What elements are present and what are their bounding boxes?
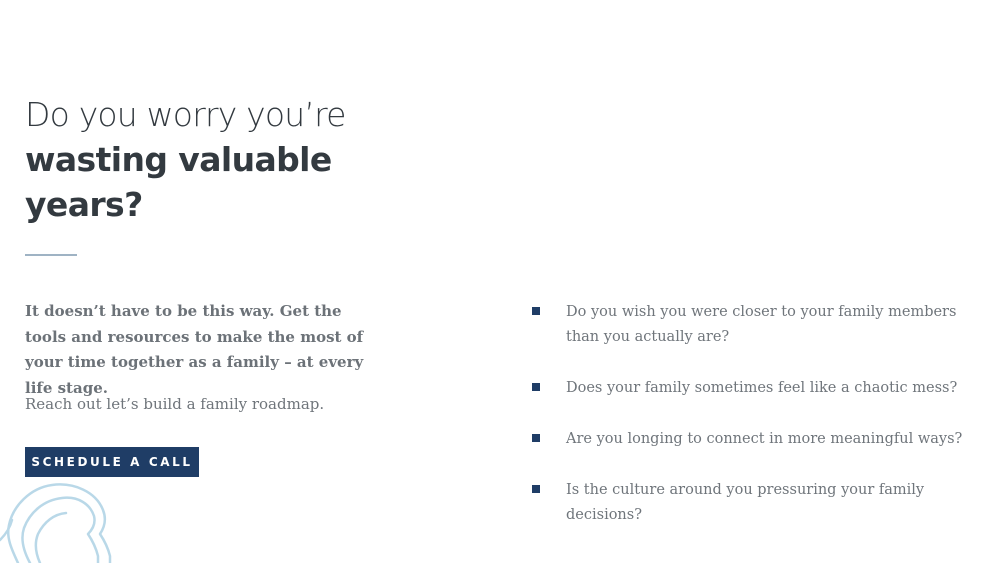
- reach-out-text: Reach out let’s build a family roadmap.: [25, 395, 325, 413]
- list-item: [530, 300, 975, 350]
- hero-headline: [25, 92, 445, 227]
- questions-list: [530, 300, 975, 528]
- list-item: [530, 376, 975, 401]
- square-bullet-icon: [532, 434, 540, 442]
- headline-line-3: years?: [25, 185, 143, 224]
- schedule-call-button[interactable]: SCHEDULE A CALL: [25, 447, 199, 477]
- list-item: [530, 427, 975, 452]
- question-text: Are you longing to connect in more meaningful ways?: [566, 431, 963, 447]
- list-item: [530, 478, 975, 528]
- head-outline-icon: [0, 478, 120, 563]
- question-text: Does your family sometimes feel like a chaotic mess?: [566, 380, 958, 396]
- headline-divider: [25, 254, 77, 256]
- question-text: Do you wish you were closer to your family members than you actually are?: [566, 304, 957, 345]
- intro-text: It doesn’t have to be this way. Get the tools and resources to make the most of your time together as a family – at every life stage.: [25, 302, 364, 397]
- headline-line-1: Do you worry you’re: [25, 95, 346, 134]
- headline-line-2: wasting valuable: [25, 140, 332, 179]
- square-bullet-icon: [532, 383, 540, 391]
- square-bullet-icon: [532, 485, 540, 493]
- question-text: Is the culture around you pressuring your family decisions?: [566, 482, 925, 523]
- square-bullet-icon: [532, 307, 540, 315]
